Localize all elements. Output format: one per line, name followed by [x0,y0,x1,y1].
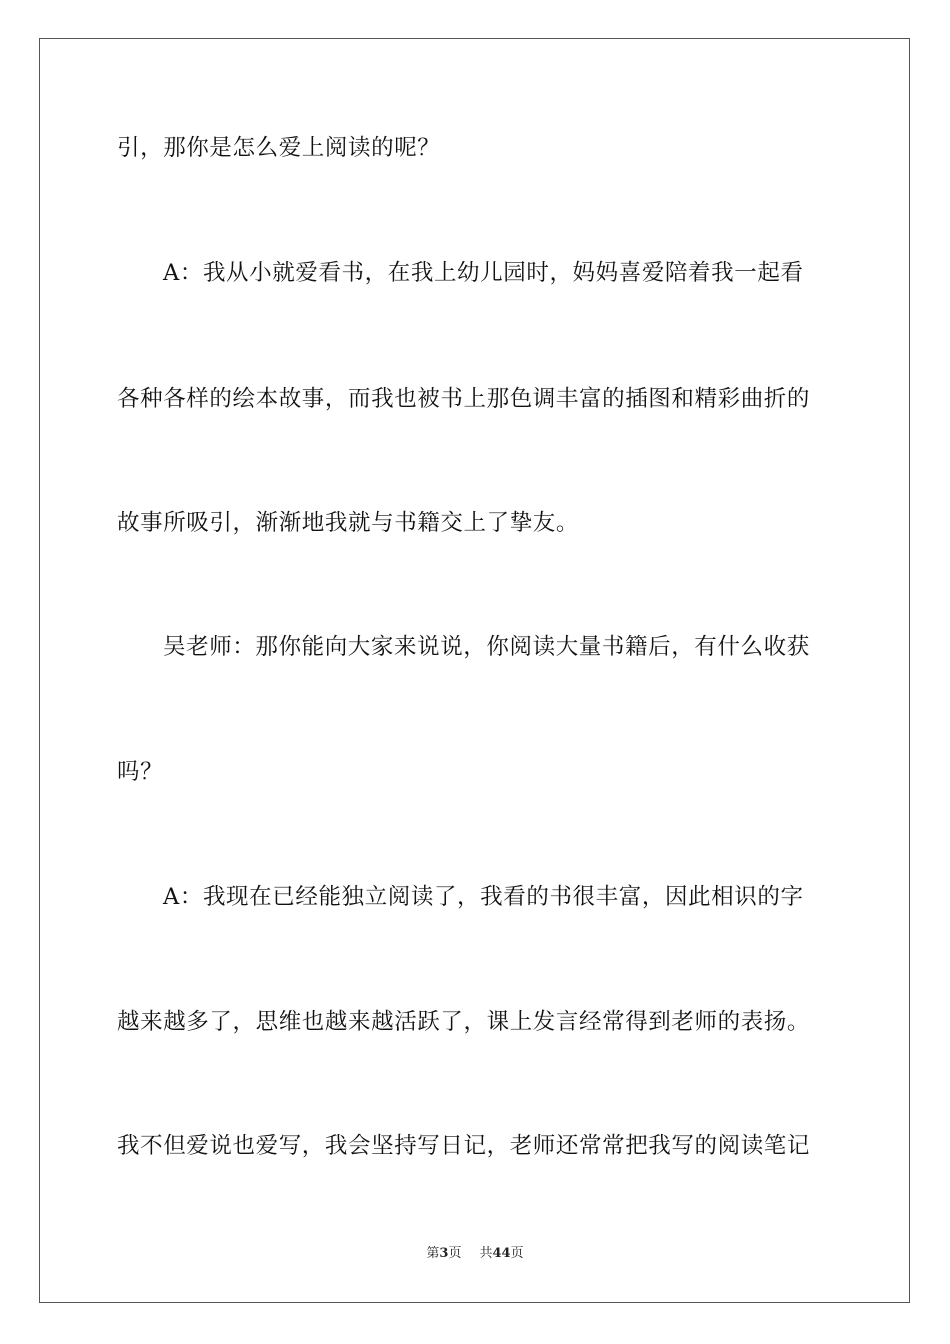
body-line-5: 吴老师：那你能向大家来说说，你阅读大量书籍后，有什么收获 [163,634,810,660]
page-border [39,38,910,1303]
body-line-9: 我不但爱说也爱写，我会坚持写日记，老师还常常把我写的阅读笔记 [117,1133,811,1159]
footer-total-pages: 44 [492,1246,511,1261]
body-line-7: A：我现在已经能独立阅读了，我看的书很丰富，因此相识的字 [163,884,804,910]
footer-total-suffix: 页 [510,1246,524,1261]
body-line-3: 各种各样的绘本故事，而我也被书上那色调丰富的插图和精彩曲折的 [117,386,811,412]
body-line-4: 故事所吸引，渐渐地我就与书籍交上了挚友。 [117,510,580,536]
body-line-2: A：我从小就爱看书，在我上幼儿园时，妈妈喜爱陪着我一起看 [163,260,804,286]
footer-page-number: 3 [439,1246,449,1261]
body-line-1: 引，那你是怎么爱上阅读的呢？ [117,135,441,161]
footer-total-prefix: 共 [479,1246,493,1261]
footer-page-suffix: 页 [448,1246,462,1261]
page-footer [0,1242,950,1261]
body-line-8: 越来越多了，思维也越来越活跃了，课上发言经常得到老师的表扬。 [117,1009,811,1035]
body-line-6: 吗？ [117,759,164,785]
footer-page-prefix: 第 [426,1246,440,1261]
